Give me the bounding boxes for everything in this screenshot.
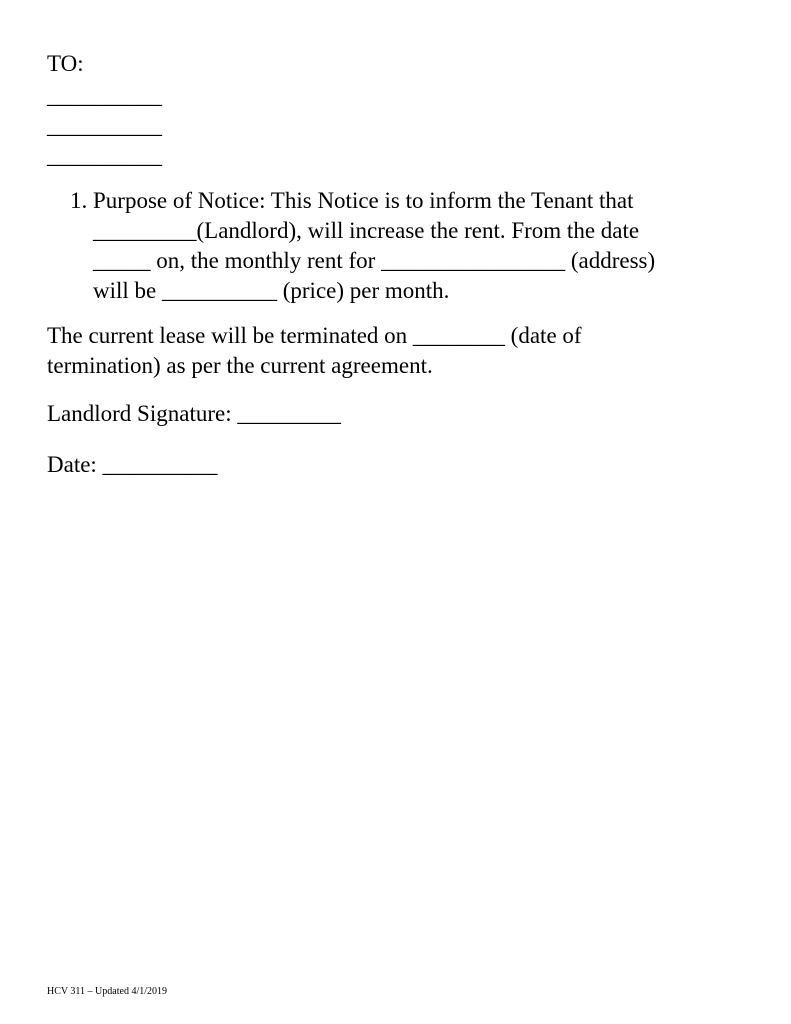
recipient-blank-1: __________ xyxy=(47,83,162,108)
purpose-of-notice-item xyxy=(70,186,750,306)
recipient-blank-3: __________ xyxy=(47,143,162,168)
form-footer: HCV 311 – Updated 4/1/2019 xyxy=(47,986,167,997)
to-label: TO: xyxy=(47,51,84,76)
termination-line-1: The current lease will be terminated on ________ (date of xyxy=(47,323,582,348)
item-line: Purpose of Notice: This Notice is to inform the Tenant that xyxy=(93,188,634,213)
item-body xyxy=(93,186,750,306)
item-line: _________(Landlord), will increase the rent. From the date xyxy=(93,218,640,243)
termination-line-2: termination) as per the current agreement. xyxy=(47,353,433,378)
date-line: Date: __________ xyxy=(47,452,218,477)
recipient-blank-2: __________ xyxy=(47,113,162,138)
item-line: _____ on, the monthly rent for ________________ (address) xyxy=(93,248,656,273)
landlord-signature-line: Landlord Signature: _________ xyxy=(47,401,341,426)
item-line: will be __________ (price) per month. xyxy=(93,278,450,303)
item-number: 1. xyxy=(70,188,88,213)
